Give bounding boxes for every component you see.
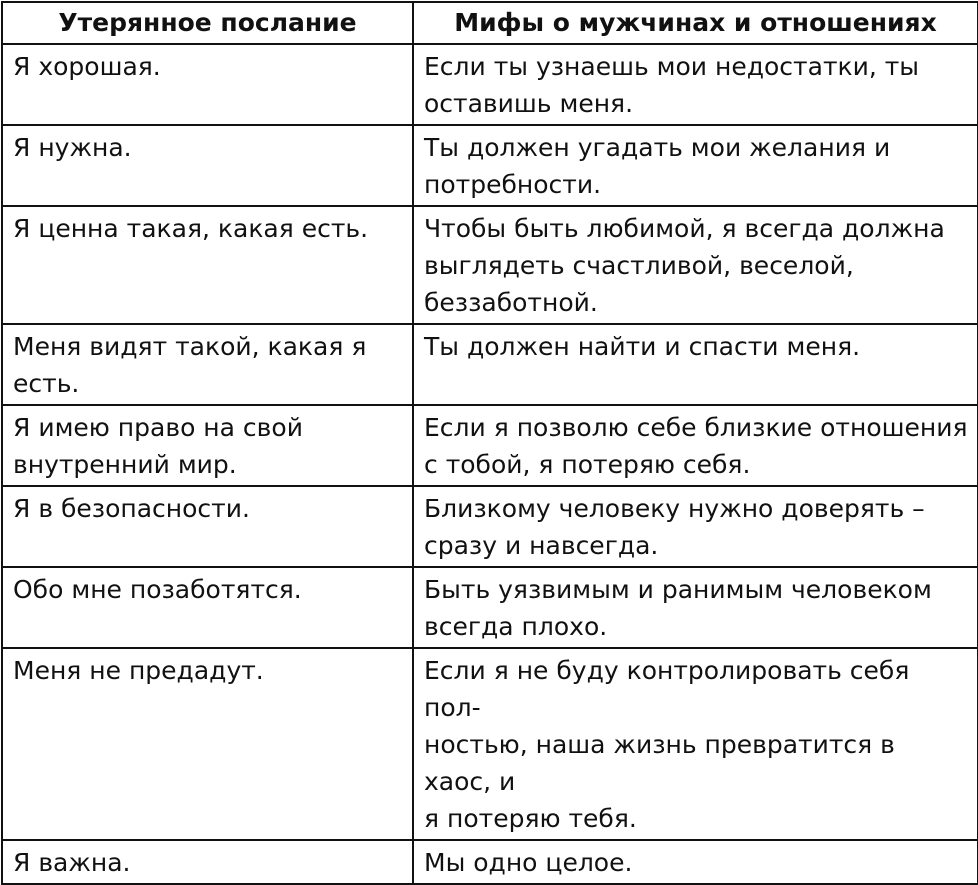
cell-line: выглядеть счастливой, веселой,	[424, 251, 854, 280]
cell-line: потребности.	[424, 170, 602, 199]
myth-cell	[413, 206, 978, 324]
cell-line: с тобой, я потеряю себя.	[424, 450, 751, 479]
lost-message-cell	[2, 648, 413, 840]
table-row	[2, 648, 978, 840]
cell-line: есть.	[13, 369, 80, 398]
myth-cell	[413, 486, 978, 567]
cell-line: Обо мне позаботятся.	[13, 575, 302, 604]
cell-line: Если я не буду контролировать себя пол-	[424, 656, 910, 722]
messages-myths-table	[1, 1, 978, 885]
cell-line: Я в безопасности.	[13, 494, 250, 523]
cell-line: Я нужна.	[13, 133, 132, 162]
table-row	[2, 840, 978, 884]
cell-line: Мы одно целое.	[424, 848, 633, 877]
table-header-row	[2, 2, 978, 44]
myth-cell	[413, 648, 978, 840]
table-row	[2, 206, 978, 324]
myth-cell	[413, 125, 978, 206]
cell-line: Я важна.	[13, 848, 131, 877]
cell-line: сразу и навсегда.	[424, 531, 659, 560]
table-row	[2, 125, 978, 206]
cell-line: Ты должен угадать мои желания и	[424, 133, 891, 162]
lost-message-cell	[2, 125, 413, 206]
cell-line: Меня не предадут.	[13, 656, 264, 685]
table-row	[2, 486, 978, 567]
myth-cell	[413, 567, 978, 648]
cell-line: Быть уязвимым и ранимым человеком	[424, 575, 932, 604]
column-header-lost-message: Утерянное послание	[2, 2, 413, 44]
cell-line: оставишь меня.	[424, 89, 634, 118]
cell-line: Если я позволю себе близкие отношения	[424, 413, 968, 442]
table-row	[2, 567, 978, 648]
cell-line: Ты должен найти и спасти меня.	[424, 332, 861, 361]
column-header-myths: Мифы о мужчинах и отношениях	[413, 2, 978, 44]
lost-message-cell	[2, 567, 413, 648]
table-row	[2, 44, 978, 125]
cell-line: Я ценна такая, какая есть.	[13, 214, 369, 243]
lost-message-cell	[2, 324, 413, 405]
cell-line: всегда плохо.	[424, 612, 608, 641]
lost-message-cell	[2, 405, 413, 486]
myth-cell	[413, 44, 978, 125]
table-row	[2, 405, 978, 486]
myth-cell	[413, 405, 978, 486]
lost-message-cell	[2, 840, 413, 884]
lost-message-cell	[2, 486, 413, 567]
myth-cell	[413, 324, 978, 405]
cell-line: внутренний мир.	[13, 450, 237, 479]
cell-line: Я имею право на свой	[13, 413, 303, 442]
cell-line: Чтобы быть любимой, я всегда должна	[424, 214, 945, 243]
cell-line: Если ты узнаешь мои недостатки, ты	[424, 52, 920, 81]
cell-line: Меня видят такой, какая я	[13, 332, 367, 361]
myth-cell	[413, 840, 978, 884]
lost-message-cell	[2, 44, 413, 125]
cell-line: я потеряю тебя.	[424, 804, 637, 833]
cell-line: ностью, наша жизнь превратится в хаос, и	[424, 730, 895, 796]
cell-line: Я хорошая.	[13, 52, 161, 81]
lost-message-cell	[2, 206, 413, 324]
table-row	[2, 324, 978, 405]
cell-line: Близкому человеку нужно доверять –	[424, 494, 925, 523]
cell-line: беззаботной.	[424, 288, 598, 317]
